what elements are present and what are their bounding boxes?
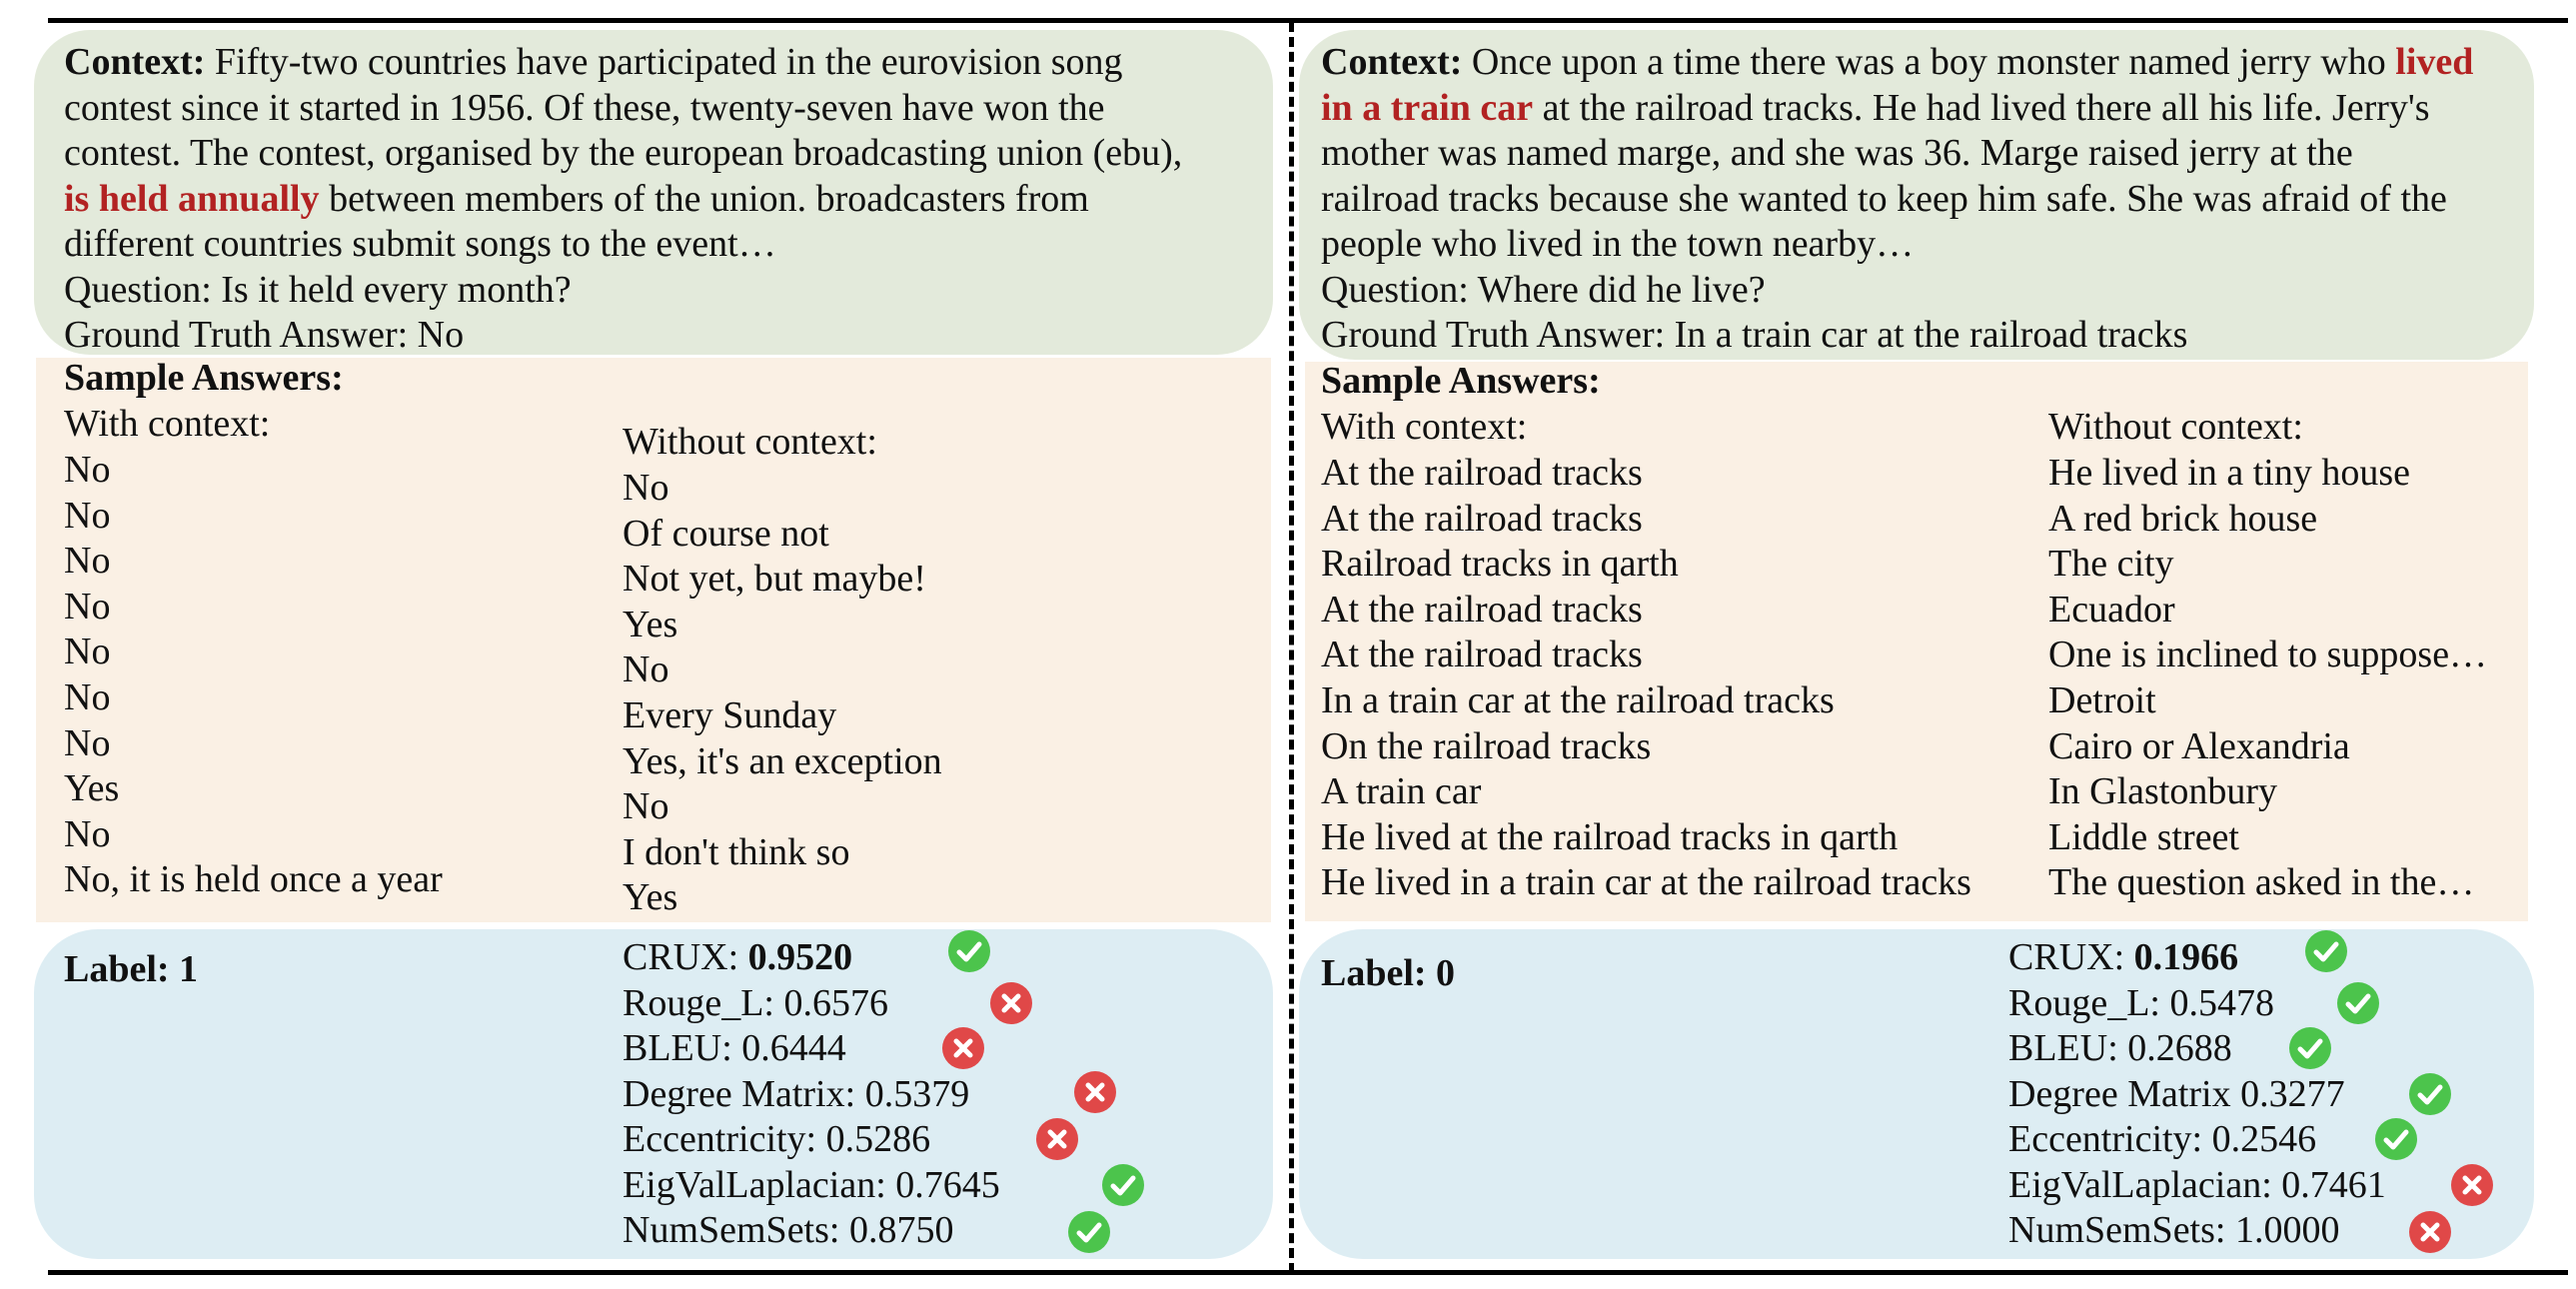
metric-row: [623, 935, 852, 981]
check-icon: [1067, 1210, 1111, 1254]
metric-value: 0.5286: [825, 1118, 931, 1160]
left-context: Context: Fifty-two countries have participated in the eurovision song contest since it started in 1956. Of these, twenty-seven have won the contest. The contest, organised by the european broadcasting union (ebu), is held annually between members of the union. broadcasters from different countries submit songs to the event… Question: Is it held every month? Ground Truth Answer: No: [64, 40, 1182, 359]
left-label: Label: 1: [64, 948, 199, 990]
metric-row: [2008, 1117, 2316, 1163]
list-item: In a train car at the railroad tracks: [1321, 678, 1835, 721]
metric-value: 0.3277: [2240, 1072, 2345, 1115]
metric-value: 0.5379: [864, 1072, 970, 1115]
left-context-highlight: is held annually: [64, 177, 320, 220]
left-with-heading: With context:: [64, 403, 271, 445]
right-label-box: [1299, 929, 2534, 1259]
list-item: I don't think so: [623, 830, 850, 873]
metric-value: 0.7461: [2281, 1163, 2386, 1206]
list-item: Railroad tracks in qarth: [1321, 543, 1679, 586]
metric-value: 0.2546: [2211, 1118, 2317, 1160]
cross-icon: [1073, 1070, 1117, 1114]
list-item: No: [623, 467, 669, 509]
metric-row: [623, 981, 888, 1027]
metric-name: CRUX:: [2008, 936, 2134, 978]
check-icon: [1101, 1163, 1145, 1207]
list-item: No: [64, 585, 111, 628]
list-item: Yes: [623, 876, 678, 919]
check-icon: [2336, 981, 2380, 1025]
list-item: No: [64, 494, 111, 537]
metric-name: EigValLaplacian:: [2008, 1163, 2282, 1206]
right-with-answers: [1321, 451, 1971, 906]
list-item: Yes: [623, 603, 678, 645]
metric-name: Rouge_L:: [2008, 981, 2170, 1024]
metric-value: 0.7645: [895, 1163, 1000, 1206]
check-icon: [2408, 1072, 2452, 1116]
metric-name: Degree Matrix:: [623, 1072, 865, 1115]
metric-value: 0.8750: [848, 1209, 954, 1251]
list-item: Cairo or Alexandria: [2048, 724, 2350, 767]
metric-value: 0.6444: [741, 1027, 846, 1069]
metric-row: [623, 1072, 969, 1118]
left-question: Question: Is it held every month?: [64, 268, 572, 311]
metric-row: [2008, 935, 2238, 981]
metric-value: 0.1966: [2133, 936, 2239, 978]
list-item: Yes: [64, 767, 120, 810]
metric-name: BLEU:: [2008, 1027, 2128, 1069]
right-context-label: Context:: [1321, 41, 1463, 83]
cross-icon: [2450, 1163, 2494, 1207]
list-item: At the railroad tracks: [1321, 497, 1643, 540]
check-icon: [947, 929, 991, 973]
left-sample-heading: Sample Answers:: [64, 357, 344, 399]
metric-row: [2008, 1072, 2345, 1118]
list-item: No: [64, 721, 111, 764]
list-item: The city: [2048, 543, 2174, 586]
metric-row: [2008, 1208, 2339, 1254]
right-context-highlight-1: lived: [2395, 41, 2474, 83]
list-item: At the railroad tracks: [1321, 588, 1643, 631]
metric-name: BLEU:: [623, 1027, 742, 1069]
metric-row: [2008, 1026, 2232, 1072]
metric-row: [623, 1208, 953, 1254]
bottom-rule: [48, 1270, 2568, 1275]
metric-row: [2008, 1163, 2386, 1209]
center-divider: [1289, 22, 1294, 1273]
metric-name: EigValLaplacian:: [623, 1163, 896, 1206]
list-item: No, it is held once a year: [64, 858, 443, 901]
right-with-heading: With context:: [1321, 406, 1528, 448]
list-item: He lived at the railroad tracks in qarth: [1321, 815, 1899, 858]
top-rule: [48, 18, 2568, 23]
check-icon: [2288, 1026, 2332, 1070]
metric-value: 0.6576: [783, 981, 888, 1024]
metric-value: 1.0000: [2234, 1209, 2340, 1251]
list-item: No: [623, 785, 669, 828]
left-context-label: Context:: [64, 41, 206, 83]
left-without-heading: Without context:: [623, 421, 877, 463]
right-context-highlight-2: in a train car: [1321, 86, 1534, 129]
list-item: Every Sunday: [623, 693, 837, 736]
metric-value: 0.9520: [747, 936, 853, 978]
metric-name: NumSemSets:: [623, 1209, 849, 1251]
metric-name: Eccentricity:: [2008, 1118, 2212, 1160]
list-item: He lived in a tiny house: [2048, 452, 2410, 494]
list-item: A red brick house: [2048, 497, 2318, 540]
right-without-heading: Without context:: [2048, 406, 2303, 448]
list-item: At the railroad tracks: [1321, 452, 1643, 494]
metric-value: 0.5478: [2169, 981, 2274, 1024]
check-icon: [2304, 929, 2348, 973]
metric-name: Rouge_L:: [623, 981, 784, 1024]
list-item: A train car: [1321, 770, 1482, 813]
metric-name: NumSemSets:: [2008, 1209, 2235, 1251]
list-item: On the railroad tracks: [1321, 724, 1652, 767]
metric-row: [623, 1026, 846, 1072]
list-item: No: [623, 648, 669, 691]
list-item: He lived in a train car at the railroad tracks: [1321, 861, 1971, 904]
list-item: Of course not: [623, 512, 829, 555]
list-item: The question asked in the…: [2048, 861, 2475, 904]
list-item: No: [64, 540, 111, 583]
left-with-answers: [64, 448, 443, 903]
right-without-answers: [2048, 451, 2487, 906]
left-ground-truth: Ground Truth Answer: No: [64, 314, 465, 356]
cross-icon: [2408, 1210, 2452, 1254]
list-item: Not yet, but maybe!: [623, 558, 926, 601]
metric-row: [623, 1117, 930, 1163]
list-item: No: [64, 675, 111, 718]
list-item: Liddle street: [2048, 815, 2239, 858]
left-without-answers: [623, 466, 942, 921]
metric-name: Degree Matrix: [2008, 1072, 2241, 1115]
metric-name: CRUX:: [623, 936, 748, 978]
right-sample-heading: Sample Answers:: [1321, 360, 1601, 402]
right-question: Question: Where did he live?: [1321, 268, 1766, 311]
cross-icon: [989, 981, 1033, 1025]
list-item: No: [64, 631, 111, 673]
list-item: In Glastonbury: [2048, 770, 2278, 813]
list-item: One is inclined to suppose…: [2048, 634, 2488, 676]
list-item: Yes, it's an exception: [623, 739, 942, 782]
metric-value: 0.2688: [2127, 1027, 2232, 1069]
list-item: Ecuador: [2048, 588, 2175, 631]
list-item: No: [64, 812, 111, 855]
metric-row: [623, 1163, 1000, 1209]
right-context: Context: Once upon a time there was a boy monster named jerry who lived in a train car at the railroad tracks. He had lived there all his life. Jerry's mother was named marge, and she was 36. Marge raised jerry at the railroad tracks because she wanted to keep him safe. She was afraid of the people who lived in the town nearby… Question: Where did he live? Ground Truth Answer: In a train car at the railroad tracks: [1321, 40, 2473, 359]
list-item: At the railroad tracks: [1321, 634, 1643, 676]
check-icon: [2374, 1117, 2418, 1161]
cross-icon: [1035, 1117, 1079, 1161]
metric-row: [2008, 981, 2274, 1027]
right-ground-truth: Ground Truth Answer: In a train car at the railroad tracks: [1321, 314, 2188, 356]
list-item: Detroit: [2048, 678, 2156, 721]
metric-name: Eccentricity:: [623, 1118, 826, 1160]
right-label: Label: 0: [1321, 952, 1456, 994]
list-item: No: [64, 449, 111, 491]
cross-icon: [941, 1026, 985, 1070]
